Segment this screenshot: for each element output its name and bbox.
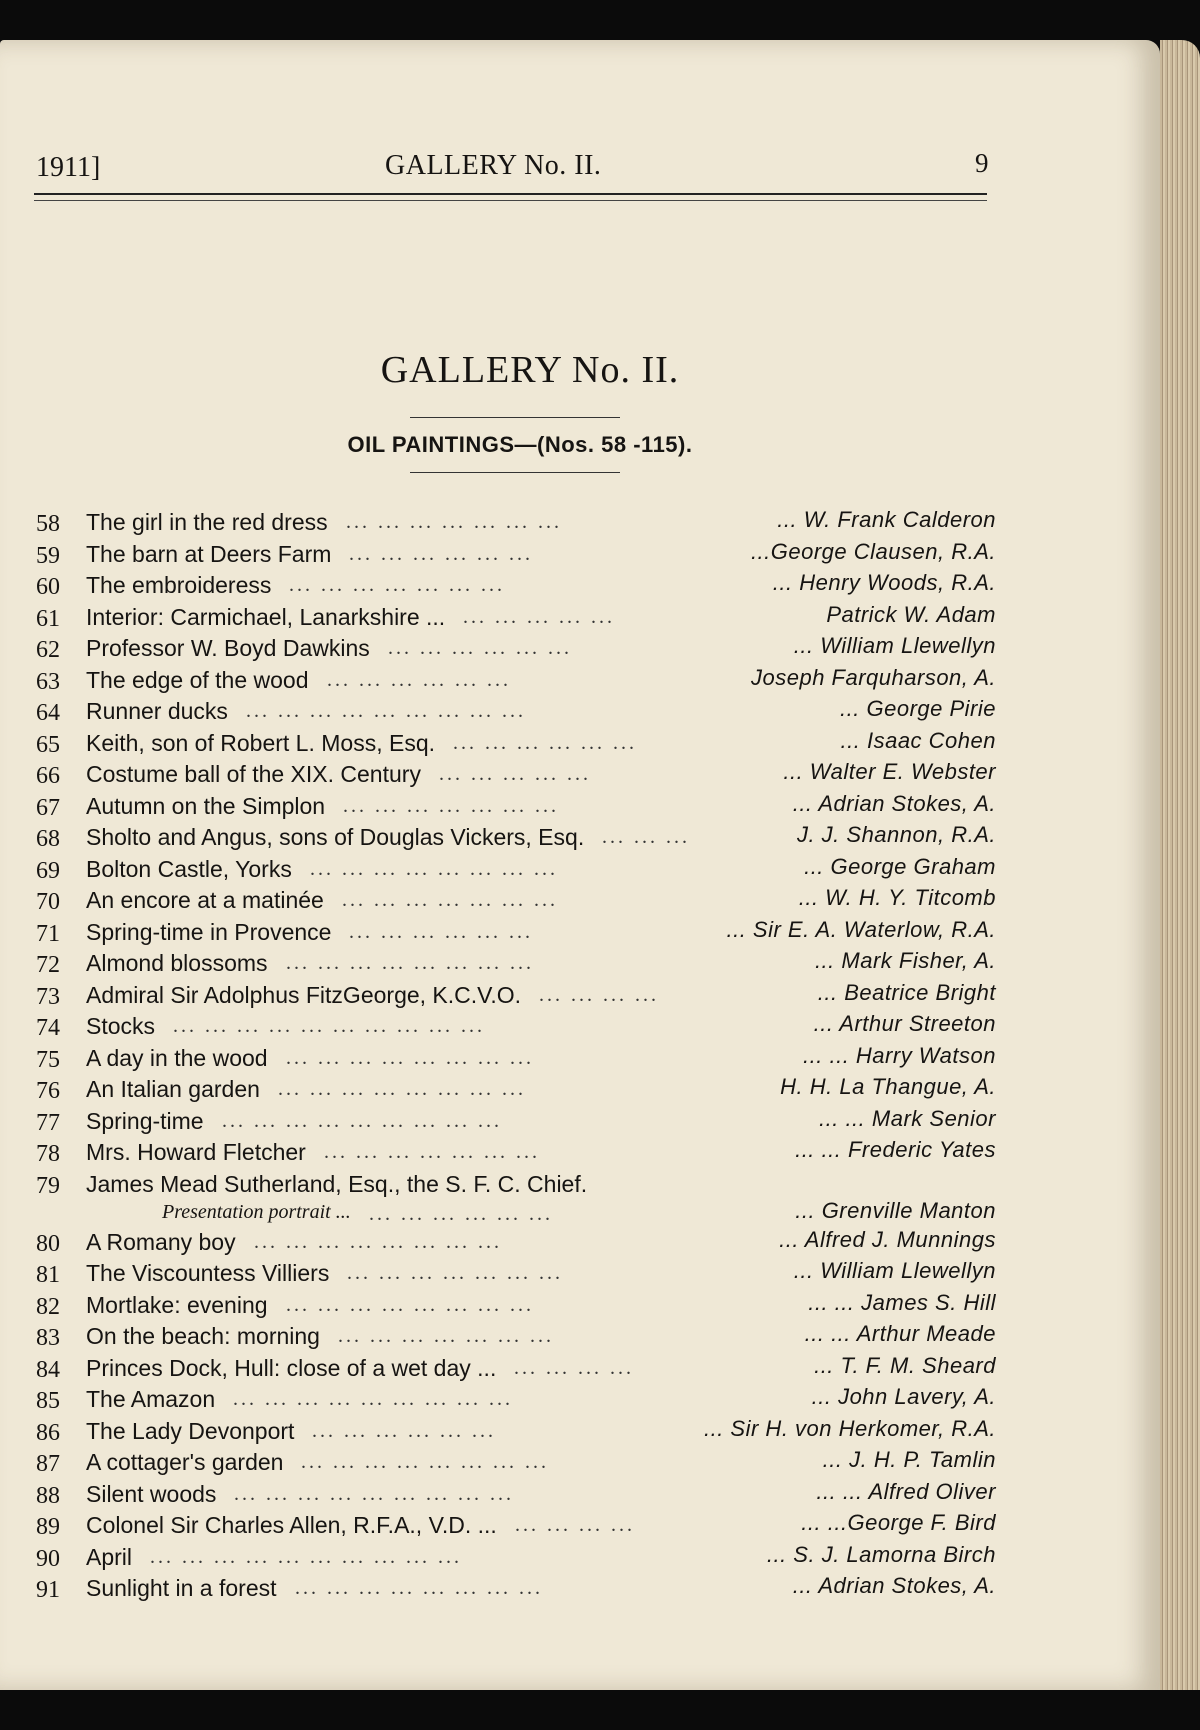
entry-number: 62 — [36, 637, 60, 663]
entry-artist: ... Arthur Streeton — [813, 1011, 996, 1036]
entry-artist: ... ... James S. Hill — [808, 1289, 996, 1315]
catalogue-entry — [36, 789, 996, 821]
entry-artist: Patrick W. Adam — [826, 601, 996, 627]
entry-number: 67 — [36, 794, 60, 821]
catalogue-entry — [36, 1225, 996, 1257]
dot-leader: ... ... ... ... ... ... ... ... — [286, 952, 534, 974]
catalogue-entry — [36, 1288, 996, 1320]
dot-leader: ... ... ... ... ... ... ... — [324, 1141, 540, 1163]
entry-artist: ... ... Mark Senior — [819, 1105, 996, 1131]
entry-number: 64 — [36, 700, 60, 726]
entry-title: Spring-time in Provence — [86, 918, 332, 945]
catalogue-entry — [36, 1571, 996, 1603]
dot-leader: ... ... ... ... ... ... ... — [343, 794, 559, 817]
entry-number: 87 — [36, 1451, 60, 1477]
catalogue-list — [36, 505, 996, 1603]
catalogue-entry — [36, 663, 996, 695]
dot-leader: ... ... ... ... ... ... ... ... — [286, 1046, 534, 1069]
entry-artist: J. J. Shannon, R.A. — [796, 822, 996, 847]
entry-title: The Lady Devonport — [86, 1417, 295, 1444]
entry-number: 77 — [36, 1109, 60, 1136]
entry-artist: Joseph Farquharson, A. — [751, 664, 996, 690]
catalogue-entry — [36, 537, 996, 569]
entry-title: The girl in the red dress — [86, 509, 328, 535]
entry-subtitle: Presentation portrait ... — [162, 1200, 351, 1223]
entry-title: Colonel Sir Charles Allen, R.F.A., V.D. ... — [86, 1512, 497, 1538]
dot-leader: ... ... ... ... ... ... ... ... — [310, 857, 558, 880]
catalogue-entry — [36, 757, 996, 789]
entry-number: 63 — [36, 668, 60, 695]
entry-artist: ... W. Frank Calderon — [777, 507, 996, 532]
catalogue-entry — [36, 505, 996, 537]
entry-number: 83 — [36, 1325, 60, 1351]
section-heading: OIL PAINTINGS—(Nos. 58 -115). — [347, 432, 693, 457]
catalogue-entry — [36, 1135, 996, 1167]
entry-artist: ... Walter E. Webster — [783, 759, 996, 784]
entry-artist: ... ... Alfred Oliver — [816, 1478, 996, 1504]
dot-leader: ... ... ... ... ... ... ... ... — [254, 1230, 502, 1253]
entry-title: An encore at a matinée — [86, 887, 324, 913]
entry-title: Mrs. Howard Fletcher — [86, 1139, 306, 1165]
entry-artist: ... William Llewellyn — [793, 633, 996, 658]
entry-title: Runner ducks — [86, 698, 228, 724]
entry-title: An Italian garden — [86, 1076, 260, 1102]
catalogue-entry — [36, 1414, 996, 1446]
entry-number: 84 — [36, 1356, 60, 1383]
dot-leader: ... ... ... ... ... ... ... ... — [286, 1293, 534, 1316]
entry-artist: ... T. F. M. Sheard — [814, 1352, 996, 1378]
dot-leader: ... ... ... ... — [514, 1356, 634, 1379]
dot-leader: ... ... ... ... ... ... — [312, 1419, 496, 1442]
entry-number: 82 — [36, 1293, 60, 1320]
dot-leader: ... ... ... ... ... ... ... ... ... — [233, 1388, 513, 1410]
catalogue-entry — [36, 978, 996, 1010]
entry-number: 65 — [36, 731, 60, 758]
entry-artist: ... ...George F. Bird — [801, 1510, 996, 1535]
dot-leader: ... ... ... ... ... ... ... — [338, 1325, 554, 1347]
entry-number: 90 — [36, 1545, 60, 1572]
catalogue-entry — [36, 1477, 996, 1509]
catalogue-entry — [36, 568, 996, 600]
entry-number: 89 — [36, 1514, 60, 1540]
entry-number: 91 — [36, 1577, 60, 1603]
dot-leader: ... ... ... ... ... ... ... ... — [278, 1078, 526, 1100]
entry-number: 80 — [36, 1230, 60, 1257]
entry-title: Sunlight in a forest — [86, 1575, 277, 1601]
dot-leader: ... ... ... ... ... ... ... — [342, 889, 558, 911]
entry-title: A day in the wood — [86, 1044, 268, 1071]
entry-artist: ... Mark Fisher, A. — [814, 948, 996, 973]
section-rule-top — [410, 417, 620, 418]
entry-number: 76 — [36, 1078, 60, 1104]
catalogue-entry — [36, 1540, 996, 1572]
page-number: 9 — [975, 148, 989, 178]
catalogue-entry — [36, 1508, 996, 1540]
entry-artist: ... Sir E. A. Waterlow, R.A. — [726, 916, 996, 942]
running-header-title: GALLERY No. II. — [385, 150, 602, 181]
header-rule-thin — [34, 200, 987, 201]
dot-leader: ... ... ... ... ... ... ... ... ... — [234, 1482, 514, 1505]
dot-leader: ... ... ... ... ... ... ... ... ... ... — [150, 1545, 462, 1568]
entry-title: Princes Dock, Hull: close of a wet day ... — [86, 1354, 497, 1381]
entry-number: 88 — [36, 1482, 60, 1509]
entry-title: The Amazon — [86, 1386, 216, 1412]
entry-artist: ... Sir H. von Herkomer, R.A. — [703, 1415, 996, 1441]
dot-leader: ... ... ... ... ... ... ... ... — [295, 1577, 543, 1599]
dot-leader: ... ... ... ... ... ... ... ... ... — [222, 1109, 502, 1132]
catalogue-entry — [36, 600, 996, 632]
catalogue-entry — [36, 1041, 996, 1073]
entry-number: 79 — [36, 1172, 60, 1199]
entry-title: Interior: Carmichael, Lanarkshire ... — [86, 603, 446, 630]
entry-title: Mortlake: evening — [86, 1291, 268, 1318]
entry-title: Spring-time — [86, 1107, 204, 1134]
catalogue-entry — [36, 1256, 996, 1288]
entry-title: Sholto and Angus, sons of Douglas Vickers, Esq. — [86, 824, 585, 850]
catalogue-entry — [36, 820, 996, 852]
entry-artist: ... Henry Woods, R.A. — [772, 570, 996, 595]
entry-number: 58 — [36, 511, 60, 537]
entry-artist: ... J. H. P. Tamlin — [822, 1447, 996, 1472]
entry-artist: ... W. H. Y. Titcomb — [798, 885, 996, 910]
section-rule-bottom — [410, 472, 620, 473]
dot-leader: ... ... ... ... ... ... ... ... ... ... — [173, 1015, 485, 1037]
entry-artist: ... William Llewellyn — [793, 1258, 996, 1283]
entry-title: Silent woods — [86, 1480, 217, 1507]
entry-number: 85 — [36, 1388, 60, 1414]
entry-title: Almond blossoms — [86, 950, 268, 976]
entry-title: The embroideress — [86, 572, 272, 598]
book-page — [0, 40, 1160, 1690]
entry-number: 75 — [36, 1046, 60, 1073]
dot-leader: ... ... ... ... ... ... ... — [347, 1262, 563, 1284]
entry-title: A Romany boy — [86, 1228, 236, 1255]
dot-leader: ... ... ... ... ... ... — [349, 542, 533, 565]
entry-title: Admiral Sir Adolphus FitzGeorge, K.C.V.O. — [86, 981, 522, 1008]
catalogue-entry — [36, 852, 996, 884]
gallery-heading: GALLERY No. II. — [380, 349, 680, 391]
catalogue-entry — [36, 883, 996, 915]
entry-number: 81 — [36, 1262, 60, 1288]
entry-artist: ... ... Harry Watson — [803, 1042, 996, 1068]
entry-title: James Mead Sutherland, Esq., the S. F. C. Chief. — [86, 1170, 588, 1197]
dot-leader: ... ... ... ... ... ... — [453, 731, 637, 754]
catalogue-entry — [36, 694, 996, 726]
catalogue-entry — [36, 1319, 996, 1351]
entry-title: A cottager's garden — [86, 1449, 284, 1475]
catalogue-entry — [36, 631, 996, 663]
entry-number: 73 — [36, 983, 60, 1010]
entry-artist: ... Beatrice Bright — [817, 979, 996, 1005]
dot-leader: ... ... ... — [602, 826, 690, 848]
entry-artist: ... S. J. Lamorna Birch — [766, 1541, 996, 1567]
page-edge — [1160, 40, 1200, 1690]
entry-title: The edge of the wood — [86, 666, 309, 693]
dot-leader: ... ... ... ... ... ... ... — [289, 574, 505, 596]
entry-number: 69 — [36, 857, 60, 884]
entry-title: Bolton Castle, Yorks — [86, 855, 292, 882]
catalogue-entry — [36, 915, 996, 947]
entry-title: Autumn on the Simplon — [86, 792, 326, 819]
entry-title: Keith, son of Robert L. Moss, Esq. — [86, 729, 435, 756]
dot-leader: ... ... ... ... ... ... ... ... — [301, 1451, 549, 1473]
catalogue-entry — [36, 1445, 996, 1477]
dot-leader: ... ... ... ... ... ... — [349, 920, 533, 943]
entry-number: 59 — [36, 542, 60, 569]
entry-artist: ... Alfred J. Munnings — [779, 1226, 996, 1252]
entry-artist: ... Adrian Stokes, A. — [792, 790, 996, 816]
catalogue-entry — [36, 726, 996, 758]
entry-number: 66 — [36, 763, 60, 789]
entry-title: The barn at Deers Farm — [86, 540, 332, 567]
catalogue-entry — [36, 1167, 996, 1225]
entry-title: Professor W. Boyd Dawkins — [86, 635, 370, 661]
dot-leader: ... ... ... ... ... ... — [369, 1202, 553, 1225]
dot-leader: ... ... ... ... ... — [439, 763, 591, 785]
entry-title: April — [86, 1543, 133, 1570]
catalogue-entry — [36, 1009, 996, 1041]
entry-number: 70 — [36, 889, 60, 915]
entry-title: On the beach: morning — [86, 1323, 320, 1349]
catalogue-entry — [36, 1351, 996, 1383]
dot-leader: ... ... ... ... ... ... — [327, 668, 511, 691]
entry-number: 60 — [36, 574, 60, 600]
dot-leader: ... ... ... ... ... ... ... ... ... — [246, 700, 526, 722]
catalogue-entry — [36, 1072, 996, 1104]
entry-artist: ... George Graham — [804, 853, 996, 879]
dot-leader: ... ... ... ... ... ... — [388, 637, 572, 659]
entry-number: 86 — [36, 1419, 60, 1446]
catalogue-entry — [36, 1104, 996, 1136]
entry-artist: ... Adrian Stokes, A. — [792, 1573, 996, 1598]
entry-artist: ... John Lavery, A. — [811, 1384, 996, 1409]
entry-artist: ... Isaac Cohen — [840, 727, 996, 753]
entry-artist: ... George Pirie — [840, 696, 996, 721]
dot-leader: ... ... ... ... — [515, 1514, 635, 1536]
entry-artist: ... Grenville Manton — [795, 1197, 996, 1223]
header-rule — [34, 193, 987, 195]
entry-number: 74 — [36, 1015, 60, 1041]
entry-artist: ... ... Arthur Meade — [804, 1321, 996, 1346]
dot-leader: ... ... ... ... ... — [463, 605, 615, 628]
dot-leader: ... ... ... ... — [539, 983, 659, 1006]
entry-title: The Viscountess Villiers — [86, 1260, 330, 1286]
entry-artist: ...George Clausen, R.A. — [750, 538, 996, 564]
entry-number: 72 — [36, 952, 60, 978]
entry-number: 78 — [36, 1141, 60, 1167]
dot-leader: ... ... ... ... ... ... ... — [346, 511, 562, 533]
running-header-year: 1911] — [36, 152, 101, 183]
entry-number: 71 — [36, 920, 60, 947]
entry-title: Stocks — [86, 1013, 156, 1039]
catalogue-entry — [36, 1382, 996, 1414]
entry-artist: H. H. La Thangue, A. — [780, 1074, 996, 1099]
entry-title: Costume ball of the XIX. Century — [86, 761, 421, 787]
entry-artist: ... ... Frederic Yates — [795, 1137, 996, 1162]
catalogue-entry — [36, 946, 996, 978]
entry-number: 61 — [36, 605, 60, 632]
entry-number: 68 — [36, 826, 60, 852]
